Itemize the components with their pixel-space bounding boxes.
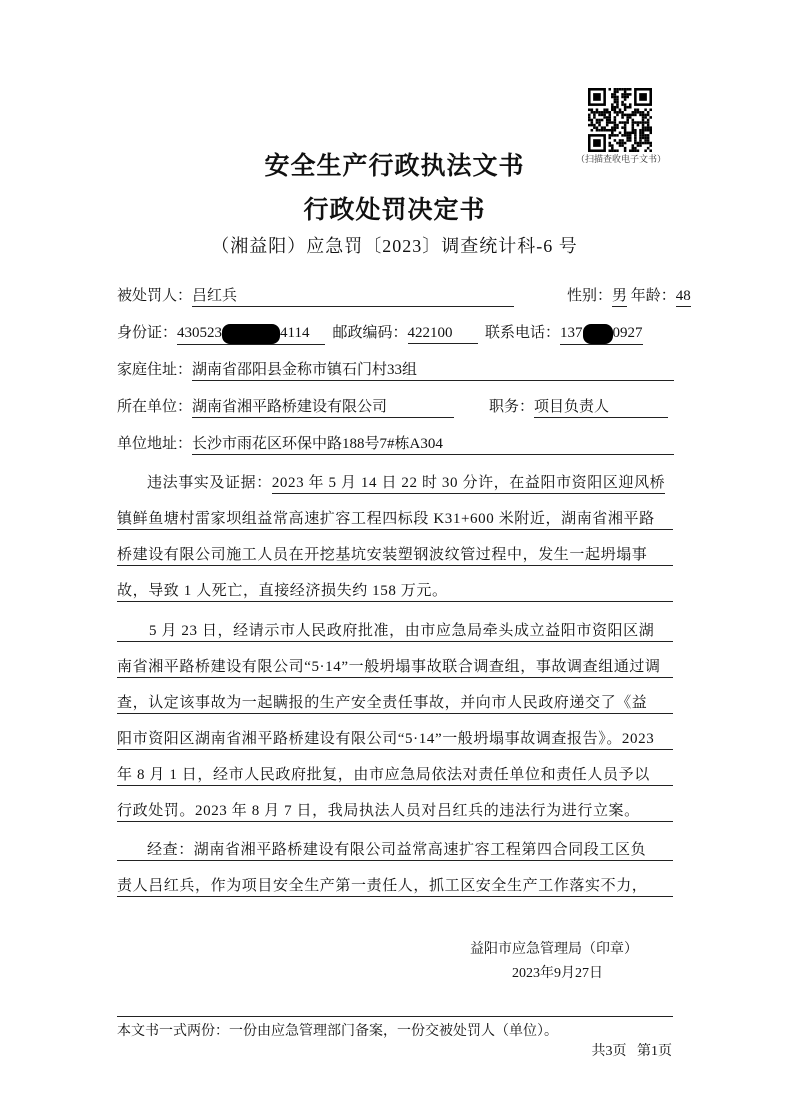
- redaction-mark: [583, 324, 613, 344]
- document-number: （湘益阳）应急罚〔2023〕调查统计科-6 号: [211, 236, 578, 256]
- investigation-line: 南省湘平路桥建设有限公司“5·14”一般坍塌事故联合调查组，事故调查组通过调: [117, 657, 673, 678]
- issuing-agency: 益阳市应急管理局（印章）: [470, 942, 638, 957]
- page-number: 共3页 第1页: [591, 1044, 672, 1059]
- employer-value: 湖南省湘平路桥建设有限公司: [192, 397, 454, 418]
- age-value: 48: [676, 286, 691, 307]
- field-row-person: [117, 286, 691, 307]
- investigation-line: 行政处罚。2023 年 8 月 7 日，我局执法人员对吕红兵的违法行为进行立案。: [117, 801, 673, 822]
- employer-address-label: 单位地址：: [117, 436, 193, 452]
- employer-address-value: 长沙市雨花区环保中路188号7#栋A304: [192, 434, 674, 455]
- footer-note: 本文书一式两份：一份由应急管理部门备案，一份交被处罚人（单位）。: [117, 1024, 558, 1039]
- qr-caption: （扫描查收电子文书）: [576, 154, 667, 164]
- redaction-mark: [222, 324, 280, 344]
- phone-suffix: 0927: [612, 325, 643, 341]
- issue-date: 2023年9月27日: [512, 966, 603, 981]
- id-label: 身份证：: [117, 325, 178, 341]
- investigation-line: 阳市资阳区湖南省湘平路桥建设有限公司“5·14”一般坍塌事故调查报告》。2023: [117, 729, 673, 750]
- field-row-home: [117, 360, 673, 381]
- facts-label: 违法事实及证据：: [147, 475, 272, 491]
- phone-label: 联系电话：: [485, 325, 561, 341]
- name-label: 被处罚人：: [117, 288, 193, 304]
- home-label: 家庭住址：: [117, 362, 193, 378]
- id-value: [177, 323, 325, 345]
- employer-label: 所在单位：: [117, 399, 193, 415]
- field-row-employer-address: [117, 434, 673, 455]
- id-suffix: 4114: [280, 325, 310, 341]
- field-row-employer: [117, 397, 673, 418]
- position-value: 项目负责人: [534, 397, 668, 418]
- document-category-title: 安全生产行政执法文书: [264, 153, 525, 180]
- facts-line: 故，导致 1 人死亡，直接经济损失约 158 万元。: [117, 581, 673, 602]
- id-prefix: 430523: [177, 325, 223, 341]
- phone-prefix: 137: [560, 325, 583, 341]
- facts-line: [117, 473, 673, 494]
- postcode-label: 邮政编码：: [332, 325, 408, 341]
- findings-line: 经查：湖南省湘平路桥建设有限公司益常高速扩容工程第四合同段工区负: [117, 840, 673, 861]
- findings-line: 责人吕红兵，作为项目安全生产第一责任人，抓工区安全生产工作落实不力，: [117, 876, 673, 897]
- postcode-value: 422100: [408, 323, 478, 344]
- facts-text: 2023 年 5 月 14 日 22 时 30 分许，在益阳市资阳区迎风桥: [272, 473, 665, 494]
- investigation-line: 查，认定该事故为一起瞒报的生产安全责任事故，并向市人民政府递交了《益: [117, 693, 673, 714]
- investigation-line: 5 月 23 日，经请示市人民政府批准，由市应急局牵头成立益阳市资阳区湖: [117, 621, 673, 642]
- field-row-id: [117, 323, 673, 345]
- document-title: 行政处罚决定书: [303, 197, 486, 224]
- qr-code: [588, 88, 652, 152]
- phone-value: [560, 323, 643, 345]
- facts-line: 镇鲜鱼塘村雷家坝组益常高速扩容工程四标段 K31+600 米附近，湖南省湘平路: [117, 509, 673, 530]
- investigation-line: 年 8 月 1 日，经市人民政府批复，由市应急局依法对责任单位和责任人员予以: [117, 765, 673, 786]
- position-label: 职务：: [489, 399, 535, 415]
- gender-label: 性别：: [567, 288, 613, 304]
- facts-line: 桥建设有限公司施工人员在开挖基坑安装塑钢波纹管过程中，发生一起坍塌事: [117, 545, 673, 566]
- footer-divider: [117, 1016, 673, 1017]
- home-value: 湖南省邵阳县金称市镇石门村33组: [192, 360, 674, 381]
- position-group: [489, 397, 668, 418]
- name-value: 吕红兵: [192, 286, 514, 307]
- gender-value: 男: [612, 286, 627, 307]
- age-label: 年龄：: [630, 288, 676, 304]
- gender-group: [567, 286, 691, 307]
